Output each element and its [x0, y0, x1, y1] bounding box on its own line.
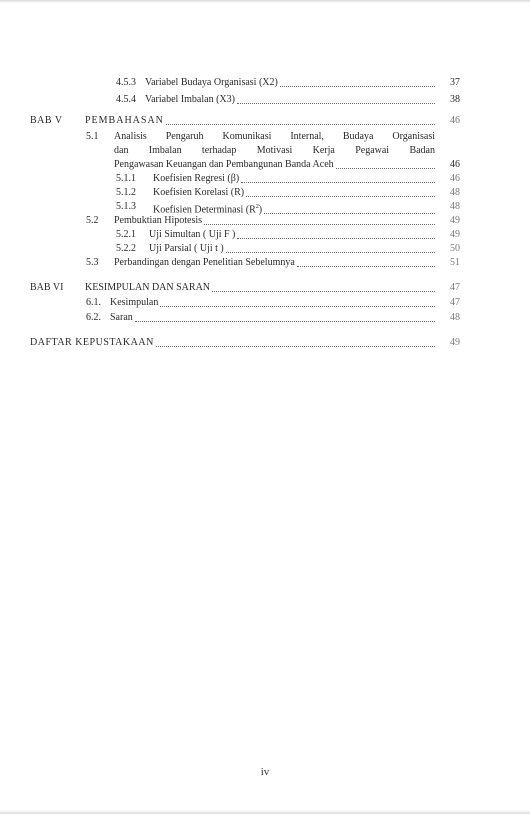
toc-title: Koefisien Determinasi $(R^2)$	[153, 200, 435, 217]
toc-entry	[0, 76, 530, 90]
toc-page: 48	[450, 312, 460, 323]
toc-number: 5.1.1	[116, 173, 136, 184]
toc-title: Variabel Budaya Organisasi (X2)	[145, 76, 435, 90]
toc-page: 37	[450, 77, 460, 88]
toc-page: 47	[450, 282, 460, 293]
toc-number: 5.3	[86, 257, 99, 268]
toc-page: 46	[450, 159, 460, 170]
toc-number: 4.5.4	[116, 94, 136, 105]
toc-entry	[0, 172, 530, 186]
toc-chapter	[0, 281, 530, 295]
toc-title: Variabel Imbalan (X3)	[145, 93, 435, 107]
toc-page: 46	[450, 115, 460, 126]
toc-entry	[0, 311, 530, 325]
chapter-label: BAB V	[30, 115, 63, 126]
toc-page: 49	[450, 229, 460, 240]
toc-page: 48	[450, 187, 460, 198]
toc-page: 49	[450, 337, 460, 348]
toc-page: 48	[450, 201, 460, 212]
toc-number: 4.5.3	[116, 77, 136, 88]
toc-chapter	[0, 114, 530, 128]
toc-entry	[0, 130, 530, 172]
toc-entry	[0, 296, 530, 310]
toc-page: 38	[450, 94, 460, 105]
toc-entry	[0, 186, 530, 200]
toc-chapter	[0, 336, 530, 350]
toc-title: Uji Simultan ( Uji F )	[149, 228, 435, 242]
toc-number: 5.2.2	[116, 243, 136, 254]
toc-title-multiline: Analisis Pengaruh Komunikasi Internal, Budaya Organisasi dan Imbalan terhadap Motivasi Kerja Pegawai Badan Pengawasan Keuangan dan Pembangunan Banda Aceh	[114, 131, 435, 170]
chapter-label: BAB VI	[30, 282, 64, 293]
toc-title: Uji Parsial ( Uji t )	[149, 242, 435, 256]
toc-page: 50	[450, 243, 460, 254]
chapter-title: PEMBAHASAN	[85, 114, 435, 128]
toc-title: Koefisien Regresi (β)	[153, 172, 435, 186]
toc-page: 49	[450, 215, 460, 226]
toc-entry	[0, 256, 530, 270]
toc-number: 6.2.	[86, 312, 101, 323]
toc-entry	[0, 93, 530, 107]
chapter-title: DAFTAR KEPUSTAKAAN	[30, 336, 435, 350]
chapter-title: KESIMPULAN DAN SARAN	[85, 281, 435, 295]
toc-entry	[0, 200, 530, 214]
toc-number: 5.1.2	[116, 187, 136, 198]
toc-number: 5.1	[86, 131, 99, 142]
toc-number: 5.2	[86, 215, 99, 226]
toc-page: 51	[450, 257, 460, 268]
toc-number: 5.1.3	[116, 201, 136, 212]
toc-title: Perbandingan dengan Penelitian Sebelumnya	[114, 256, 435, 270]
toc-entry	[0, 228, 530, 242]
scan-edge-top	[0, 0, 530, 3]
page-number: iv	[260, 766, 270, 778]
toc-page: 46	[450, 173, 460, 184]
toc-title: Koefisien Korelasi (R)	[153, 186, 435, 200]
toc-number: 5.2.1	[116, 229, 136, 240]
toc-number: 6.1.	[86, 297, 101, 308]
toc-page: 47	[450, 297, 460, 308]
toc-title: Pembuktian Hipotesis	[114, 214, 435, 228]
toc-entry	[0, 242, 530, 256]
toc-title: Saran	[110, 311, 435, 325]
toc-title: Kesimpulan	[110, 296, 435, 310]
toc-entry	[0, 214, 530, 228]
scan-edge-bottom	[0, 810, 530, 814]
